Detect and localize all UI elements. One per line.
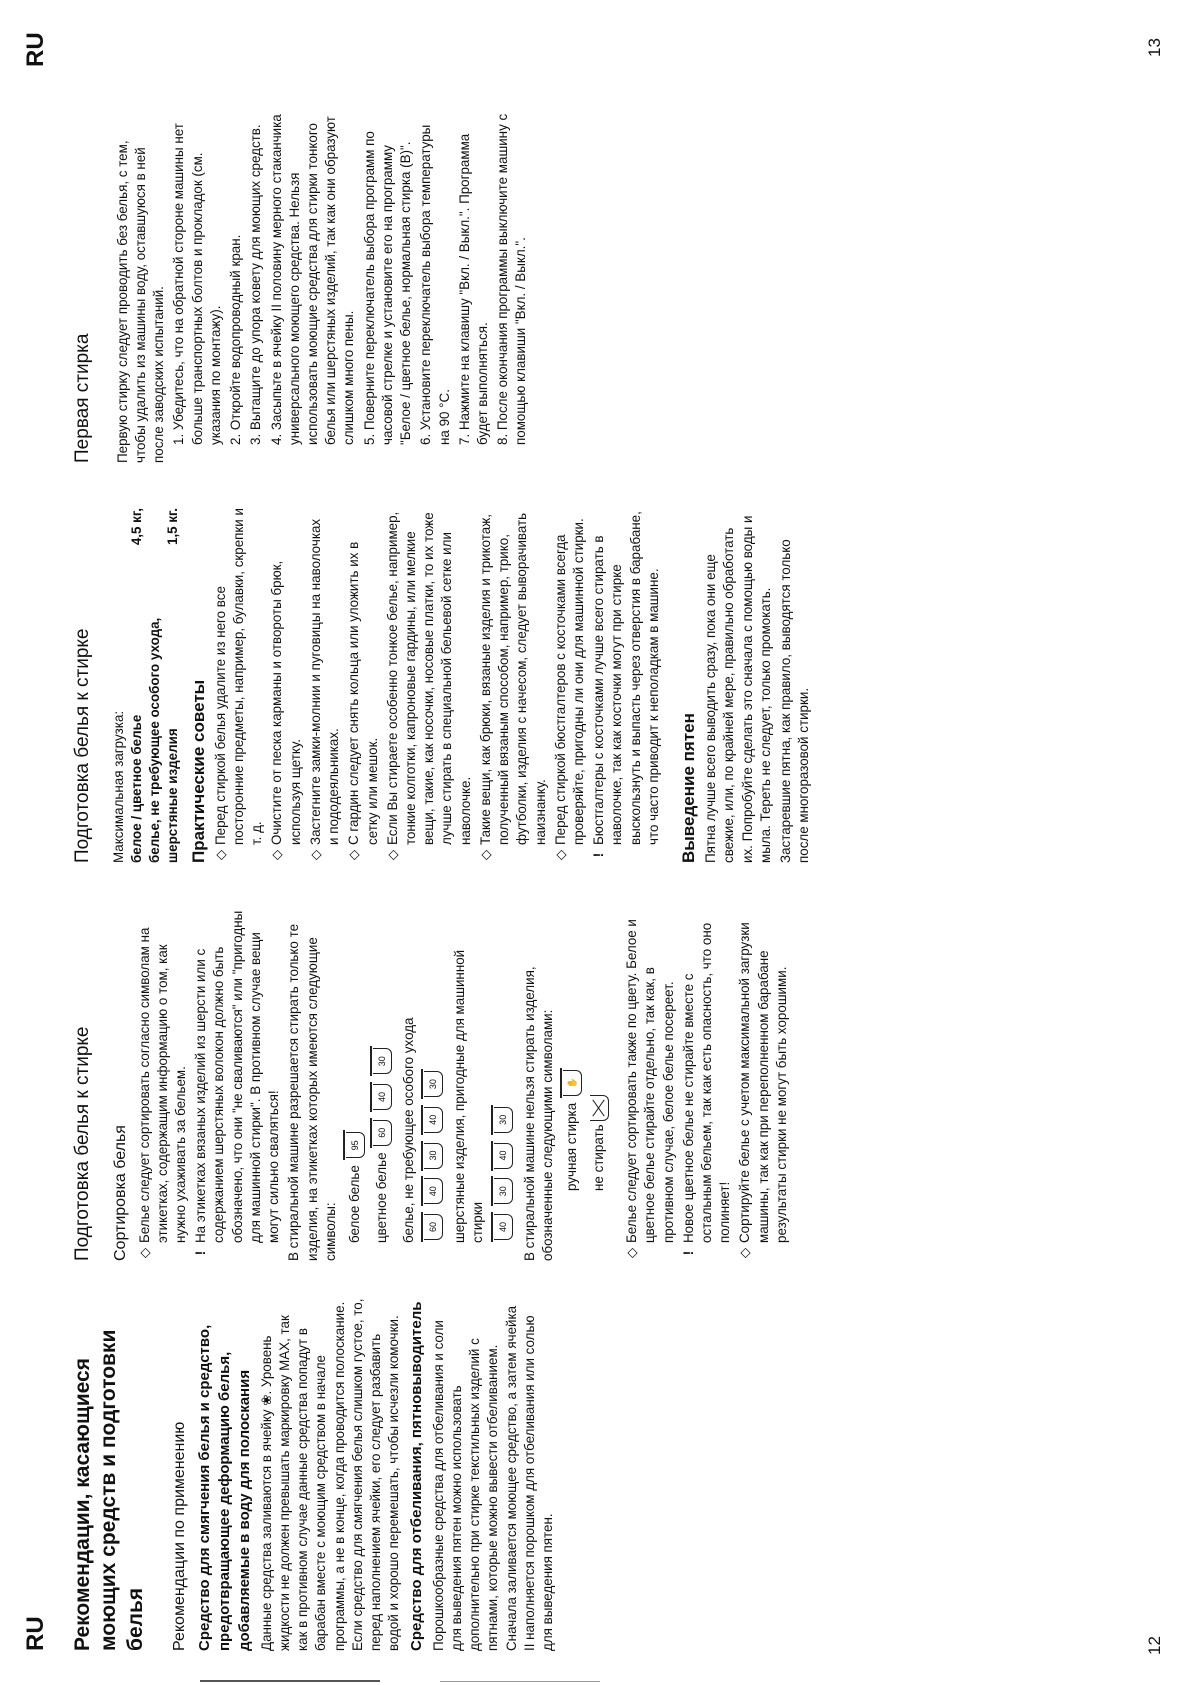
subheading-sorting: Сортировка белья [111, 1125, 129, 1261]
hint-icon: ◇ [307, 849, 323, 861]
do-not-wash-icon [590, 1095, 609, 1121]
paragraph-softener: Данные средства заливаются в ячейку ❀. Уровень жидкости не должен превышать маркировку MAX, так как в противном случае данные средства попадут в барабан вместе с моющим средством в начале программы, а не в конце, когда проводится полоскание. Если средство для смягчения белья слишком густое, то, перед наполнением ячейки, его следует разбавить водой и хорошо перемешать, чтобы исчезли комочки. [258, 1298, 402, 1651]
scan-edge-mark [200, 1680, 380, 1682]
subheading-softener: Средство для смягчения белья и средство, предотвращающее деформацию белья, добавляемые в воду для полоскания [195, 1324, 254, 1651]
subheading-stains: Выведение пятен [679, 713, 699, 863]
step-item: 2. Откройте водопроводный кран. [228, 234, 244, 445]
paragraph-old-stains: Застаревшие пятна, как правило, выводятся только после многоразовой стирки. [778, 539, 812, 863]
section-title: Рекомендации, касающиеся моющих средств и подготовки белья [71, 1329, 147, 1651]
hint-icon: ◇ [136, 1247, 152, 1259]
hint-icon: ◇ [624, 1247, 640, 1259]
paragraph-forbidden: В стиральной машине нельзя стирать изделия, обозначенные следующими символами: [521, 966, 555, 1261]
symbol-row-nowash: не стирать [590, 906, 609, 1191]
subheading-tips: Практические советы [188, 679, 208, 863]
max-load-block: Максимальная загрузка: белое / цветное белье 4,5 кг, белье, не требующее особого ухода, шерстяные изделия 1,5 кг. [110, 508, 183, 863]
list-item: ◇ Такие вещи, как брюки, вязаные изделия и трикотаж, полученный вязаным способом, например, трико, футболки, изделия с начесом, следует выворачивать наизнанку. [477, 508, 550, 863]
page-number-right: 13 [1145, 38, 1164, 57]
symbol-row-wool: шерстяные изделия, пригодные для машинной стирки 40 30 40 30 [451, 906, 512, 1243]
wash-temp-symbol: 40 [494, 1214, 513, 1240]
wash-temp-symbol: 30 [373, 1048, 392, 1074]
warning-icon: ! [680, 1250, 696, 1256]
column-laundry-tips [70, 508, 815, 863]
list-item: ◇ Очистите от песка карманы и отвороты брюк, используя щетку. [268, 508, 304, 863]
load-row-delicate: белье, не требующее особого ухода, шерстяные изделия 1,5 кг. [147, 508, 181, 863]
wash-temp-symbol: 95 [346, 1132, 365, 1158]
hint-icon: ◇ [384, 849, 400, 861]
hint-icon: ◇ [552, 849, 568, 861]
subheading-bleach: Средство для отбеливания, пятновыводитель [408, 1301, 426, 1651]
step-item: 1. Убедитесь, что на обратной стороне машины нет больше транспортных болтов и прокладок (см. указания по монтажу). [171, 123, 223, 445]
step-item: 6. Установите переключатель выбора температуры на 90 °С. [418, 124, 452, 445]
paragraph-allowed: В стиральной машине разрешается стирать только те изделия, на этикетках которых имеются следующие символы: [286, 923, 338, 1261]
column-first-wash [70, 108, 533, 463]
wash-temp-symbol: 30 [494, 1178, 513, 1204]
subheading-usage: Рекомендации по применению [170, 1421, 188, 1651]
hint-icon: ◇ [269, 849, 285, 861]
symbol-row-handwash: ручная стирка ✋ [563, 906, 582, 1191]
paragraph-stains: Пятна лучше всего выводить сразу, пока они еще свежие, или, по крайней мере, правильно обработать их. Попробуйте сделать это сначала с помощью воды и мыла. Тереть не следует, только промокать. [703, 515, 773, 863]
warning-icon: ! [591, 852, 607, 858]
paragraph-bleach: Порошкообразные средства для отбеливания и соли для выведения пятен можно использовать дополнительно при стирке текстильных изделий с пятнами, которые можно вывести отбеливанием. Сначала заливается моющее средство, а затем ячейка II наполняется порошком для отбеливания или солью для выведения пятен. [430, 1305, 556, 1651]
step-item: 5. Поверните переключатель выбора программ по часовой стрелке и установите его на программу "Белое / цветное белье, нормальная стирка (B)". [361, 131, 414, 445]
wash-temp-symbol: 30 [494, 1107, 513, 1133]
hint-icon: ◇ [737, 1247, 753, 1259]
section-title: Первая стирка [72, 333, 93, 463]
symbol-row-white: белое белье 95 [346, 906, 365, 1243]
paragraph-intro: Первую стирку следует проводить без белья, с тем, чтобы удалить из машины воду, оставшуюся в ней после заводских испытаний. [114, 140, 167, 463]
symbol-row-color: цветное белье 60 40 30 [373, 906, 392, 1243]
list-item: ◇ Если Вы стираете особенно тонкое белье, например, тонкие колготки, капроновые гардины, или мелкие вещи, такие, как носочки, носовые платки, то их тоже лучше стирать в специальной бельевой сетке или наволочке. [384, 508, 475, 863]
step-item: 7. Нажмите на клавишу "Вкл. / Выкл.". Программа будет выполняться. [456, 133, 490, 445]
lang-marker-right: RU [22, 32, 49, 67]
list-item: ! Бюстгалтеры с косточками лучше всего стирать в наволочке, так как косточки могут при стирке выскользнуть и выпасть через отверстия в барабане, что часто приводит к неполадкам в машине. [590, 508, 663, 863]
load-row-white: белое / цветное белье 4,5 кг, [129, 508, 145, 863]
hand-wash-icon: ✋ [563, 1070, 582, 1096]
wash-temp-symbol: 60 [373, 1120, 392, 1146]
step-item: 4. Засыпьте в ячейку II половину мерного стаканчика универсального моющего средства. Нельзя использовать моющие средства для стирки тонкого белья или шерстяных изделий, так как они образуют слишком много пены. [268, 114, 357, 445]
wash-temp-symbol: 30 [424, 1143, 443, 1169]
hint-icon: ◇ [477, 849, 493, 861]
hint-icon: ◇ [346, 849, 362, 861]
wash-temp-symbol: 30 [424, 1071, 443, 1097]
list-item: ◇ С гардин следует снять кольца или уложить их в сетку или мешок. [345, 508, 381, 863]
section-title: Подготовка белья к стирке [72, 1026, 93, 1261]
list-item: ◇ Перед стиркой белья удалите из него все посторонние предметы, например, булавки, скрепки и т. д. [212, 508, 267, 863]
scan-edge-mark [440, 1681, 600, 1682]
list-item: ◇ Перед стиркой бюстгалтеров с косточками всегда проверяйте, пригодны ли они для машинной стирки. [552, 508, 588, 863]
step-item: 3. Вытащите до упора ковету для моющих средств. [248, 124, 264, 445]
wash-temp-symbol: 40 [424, 1107, 443, 1133]
list-item: ◇ Сортируйте белье с учетом максимальной загрузки машины, так как при переполненном барабане результаты стирки не могут быть хорошими. [736, 906, 791, 1261]
column-laundry-sorting [70, 906, 793, 1261]
column-detergent-recommendations [70, 1296, 559, 1651]
wash-temp-symbol: 40 [373, 1084, 392, 1110]
list-item: ! На этикетках вязаных изделий из шерсти или с содержанием шерстяных волокон должно быть обозначено, что они "не сваливаются" или "пригодны для машинной стирки". В противном случае вещи могут сильно сваляться! [192, 906, 283, 1261]
list-item: ◇ Белье следует сортировать также по цвету. Белое и цветное белье стирайте отдельно, так как, в противном случае, белое белье посереет. [623, 906, 678, 1261]
hint-icon: ◇ [212, 849, 228, 861]
wash-temp-symbol: 40 [494, 1143, 513, 1169]
warning-icon: ! [193, 1250, 209, 1256]
list-item: ◇ Белье следует сортировать согласно символам на этикетках, содержащим информацию о том, как нужно ухаживать за бельем. [136, 906, 191, 1261]
section-title: Подготовка белья к стирке [72, 628, 93, 863]
wash-temp-symbol: 60 [424, 1214, 443, 1240]
step-item: 8. После окончания программы выключите машину с помощью клавиши "Вкл. / Выкл.". [495, 113, 529, 445]
wash-temp-symbol: 40 [424, 1178, 443, 1204]
symbol-row-easycare: белье, не требующее особого ухода 60 40 30 40 30 [400, 906, 443, 1243]
list-item: ! Новое цветное белье не стирайте вместе с остальным бельем, так как есть опасность, что оно полиняет! [680, 906, 735, 1261]
list-item: ◇ Застегните замки-молнии и пуговицы на наволочках и пододеяльниках. [307, 508, 343, 863]
lang-marker-left: RU [22, 1616, 49, 1651]
page-number-left: 12 [1145, 1636, 1164, 1655]
